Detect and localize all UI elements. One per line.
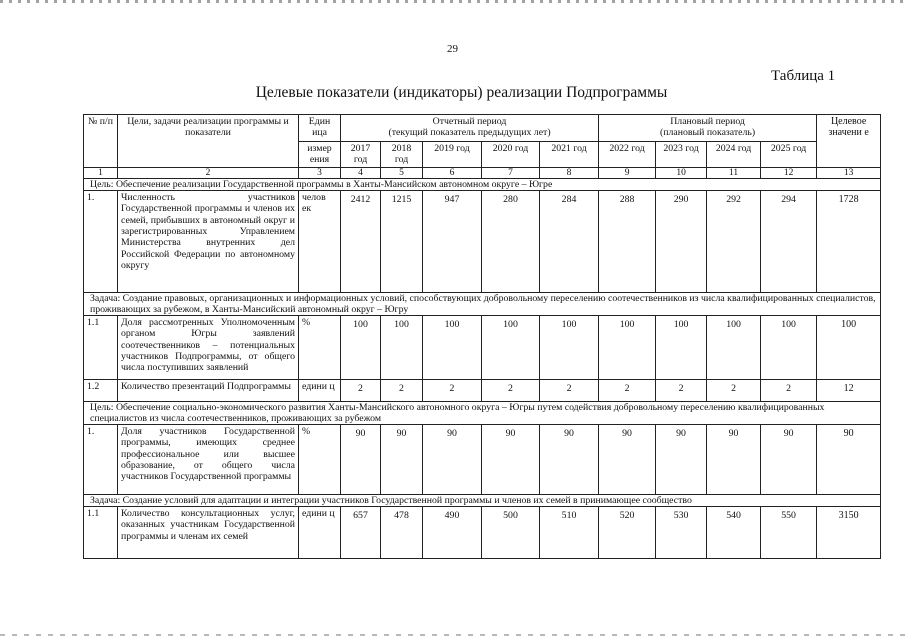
value-cell: 550 [761, 506, 817, 558]
indicators-table [83, 114, 881, 559]
value-cell: 90 [423, 424, 482, 494]
indicator-label: Доля участников Государственной программы, имеющих среднее профессиональное или высшее образование, от общего числа участников Государственной программы [118, 424, 299, 494]
value-cell: 2 [341, 379, 381, 401]
target-value-cell: 1728 [817, 190, 881, 292]
column-number: 10 [656, 167, 707, 178]
value-cell: 2 [482, 379, 540, 401]
value-cell: 2 [540, 379, 599, 401]
value-cell: 2 [381, 379, 423, 401]
row-number: 1.1 [84, 506, 118, 558]
table-label: Таблица 1 [771, 68, 836, 84]
value-cell: 90 [482, 424, 540, 494]
row-number: 1.1 [84, 315, 118, 379]
unit-cell: % [299, 315, 341, 379]
value-cell: 2 [761, 379, 817, 401]
column-number: 13 [817, 167, 881, 178]
table-row [84, 506, 881, 558]
value-cell: 2 [423, 379, 482, 401]
indicator-label: Доля рассмотренных Уполномоченным органом Югры заявлений соотечественников – потенциальных участников Подпрограммы, от общего числа поступивших заявлений [118, 315, 299, 379]
row-number: 1. [84, 424, 118, 494]
section-heading-row [84, 178, 881, 190]
value-cell: 90 [656, 424, 707, 494]
document-title: Целевые показатели (индикаторы) реализации Подпрограммы [255, 84, 668, 101]
column-number: 8 [540, 167, 599, 178]
value-cell: 288 [599, 190, 656, 292]
indicator-label: Количество консультационных услуг, оказанных участникам Государственной программы и членам их семей [118, 506, 299, 558]
value-cell: 1215 [381, 190, 423, 292]
column-number: 2 [118, 167, 299, 178]
value-cell: 90 [540, 424, 599, 494]
row-number: 1. [84, 190, 118, 292]
value-cell: 2412 [341, 190, 381, 292]
value-cell: 100 [341, 315, 381, 379]
value-cell: 90 [599, 424, 656, 494]
section-heading: Цель: Обеспечение социально-экономического развития Ханты-Мансийского автономного округа – Югры путем содействия добровольному переселению квалифицированных специалистов из числа соотечественников, проживающих за рубежом [84, 401, 881, 424]
table-row [84, 379, 881, 401]
header-year: 2022 год [599, 142, 656, 168]
page-number: 29 [447, 43, 458, 55]
value-cell: 530 [656, 506, 707, 558]
value-cell: 100 [761, 315, 817, 379]
value-cell: 100 [707, 315, 761, 379]
indicator-label: Численность участников Государственной программы и членов их семей, прибывших в автономный округ и зарегистрированных Управлением Министерства внутренних дел Российской Федерации по автономному округу [118, 190, 299, 292]
value-cell: 90 [381, 424, 423, 494]
section-heading-row [84, 401, 881, 424]
column-number-row [84, 167, 881, 178]
value-cell: 657 [341, 506, 381, 558]
header-planned-title: Плановый период [670, 116, 745, 127]
unit-cell: едини ц [299, 379, 341, 401]
value-cell: 500 [482, 506, 540, 558]
value-cell: 100 [540, 315, 599, 379]
scan-edge-top [0, 0, 905, 3]
target-value-cell: 3150 [817, 506, 881, 558]
header-year: 2021 год [540, 142, 599, 168]
header-year: 2020 год [482, 142, 540, 168]
value-cell: 490 [423, 506, 482, 558]
value-cell: 478 [381, 506, 423, 558]
value-cell: 100 [423, 315, 482, 379]
header-year: 2018 год [381, 142, 423, 168]
table-row [84, 315, 881, 379]
header-num: № п/п [84, 115, 118, 168]
section-heading: Задача: Создание правовых, организационных и информационных условий, способствующих добровольному переселению соотечественников из числа квалифицированных специалистов, проживающих за рубежом, в Ханты-Мансийский автономный округ – Югру [84, 292, 881, 315]
header-unit-top: Един ица [299, 115, 341, 142]
header-year: 2019 год [423, 142, 482, 168]
column-number: 6 [423, 167, 482, 178]
section-heading-row [84, 494, 881, 506]
scan-edge-bottom [0, 634, 905, 636]
target-value-cell: 100 [817, 315, 881, 379]
value-cell: 100 [656, 315, 707, 379]
header-year: 2023 год [656, 142, 707, 168]
header-reporting-subtitle: (текущий показатель предыдущих лет) [388, 127, 551, 139]
column-number: 12 [761, 167, 817, 178]
header-goals: Цели, задачи реализации программы и показатели [118, 115, 299, 168]
column-number: 5 [381, 167, 423, 178]
indicator-label: Количество презентаций Подпрограммы [118, 379, 299, 401]
column-number: 9 [599, 167, 656, 178]
header-year: 2017 год [341, 142, 381, 168]
header-unit-bottom: измер ения [299, 142, 341, 168]
target-value-cell: 12 [817, 379, 881, 401]
value-cell: 947 [423, 190, 482, 292]
value-cell: 292 [707, 190, 761, 292]
target-value-cell: 90 [817, 424, 881, 494]
value-cell: 290 [656, 190, 707, 292]
section-heading: Задача: Создание условий для адаптации и интеграции участников Государственной программы и членов их семей в принимающее сообщество [84, 494, 881, 506]
header-planned-subtitle: (плановый показатель) [660, 127, 756, 139]
header-year: 2025 год [761, 142, 817, 168]
value-cell: 100 [599, 315, 656, 379]
value-cell: 2 [656, 379, 707, 401]
table-body [84, 167, 881, 558]
value-cell: 520 [599, 506, 656, 558]
value-cell: 2 [599, 379, 656, 401]
section-heading: Цель: Обеспечение реализации Государственной программы в Ханты-Мансийском автономном округе – Югре [84, 178, 881, 190]
value-cell: 100 [482, 315, 540, 379]
value-cell: 510 [540, 506, 599, 558]
unit-cell: челов ек [299, 190, 341, 292]
value-cell: 100 [381, 315, 423, 379]
column-number: 1 [84, 167, 118, 178]
value-cell: 90 [761, 424, 817, 494]
section-heading-row [84, 292, 881, 315]
column-number: 11 [707, 167, 761, 178]
value-cell: 540 [707, 506, 761, 558]
unit-cell: едини ц [299, 506, 341, 558]
table-row [84, 424, 881, 494]
header-target: Целевое значени е [817, 115, 881, 168]
header-year: 2024 год [707, 142, 761, 168]
column-number: 3 [299, 167, 341, 178]
indicators-table-wrapper [83, 114, 880, 559]
column-number: 7 [482, 167, 540, 178]
table-header [84, 115, 881, 168]
header-reporting-period [341, 115, 599, 142]
value-cell: 294 [761, 190, 817, 292]
header-reporting-title: Отчетный период [432, 116, 507, 127]
value-cell: 90 [341, 424, 381, 494]
column-number: 4 [341, 167, 381, 178]
header-planned-period [599, 115, 817, 142]
table-row [84, 190, 881, 292]
value-cell: 2 [707, 379, 761, 401]
value-cell: 280 [482, 190, 540, 292]
row-number: 1.2 [84, 379, 118, 401]
value-cell: 90 [707, 424, 761, 494]
value-cell: 284 [540, 190, 599, 292]
unit-cell: % [299, 424, 341, 494]
